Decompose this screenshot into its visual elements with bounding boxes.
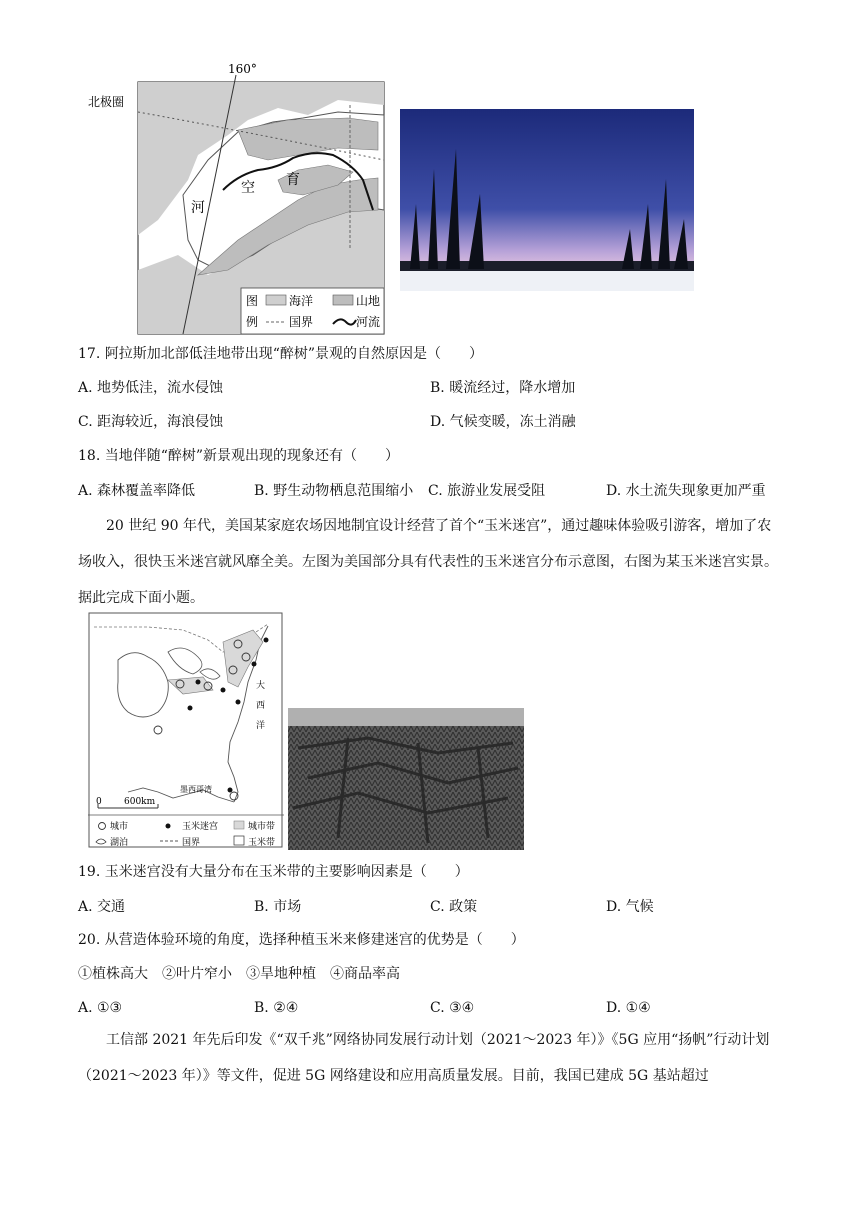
gulf-label: 墨西哥湾 <box>180 785 212 794</box>
legend-river: 河流 <box>356 315 381 329</box>
q18-option-c[interactable]: C. 旅游业发展受阻 <box>428 483 546 499</box>
alaska-map <box>88 60 398 336</box>
scale-zero: 0 <box>96 797 102 807</box>
q18-stem: 18. 当地伴随“醉树”新景观出现的现象还有（ ） <box>78 448 400 464</box>
legend-city: 城市 <box>110 822 129 832</box>
legend-mountain: 山地 <box>356 294 381 308</box>
map-label-kong: 空 <box>241 180 255 196</box>
legend-citybelt: 城市带 <box>248 822 276 832</box>
legend-title-2: 例 <box>246 315 259 329</box>
q18-option-d[interactable]: D. 水土流失现象更加严重 <box>606 483 766 499</box>
q17-option-c[interactable]: C. 距海较近，海浪侵蚀 <box>78 414 224 430</box>
atlantic-label-2: 西 <box>256 701 266 711</box>
map-label-river: 河 <box>191 200 205 216</box>
corn-maze-photo <box>288 708 524 850</box>
q20-option-a[interactable]: A. ①③ <box>78 1000 123 1016</box>
q17-option-a[interactable]: A. 地势低洼，流水侵蚀 <box>78 380 224 396</box>
legend-ocean: 海洋 <box>289 294 314 308</box>
q19-stem: 19. 玉米迷宫没有大量分布在玉米带的主要影响因素是（ ） <box>78 864 469 880</box>
q17-stem: 17. 阿拉斯加北部低洼地带出现“醉树”景观的自然原因是（ ） <box>78 346 484 362</box>
q17-option-d[interactable]: D. 气候变暖，冻土消融 <box>430 414 576 430</box>
corn-maze-map <box>88 612 284 850</box>
legend-border: 国界 <box>289 315 314 329</box>
arctic-circle-label: 北极圈 <box>88 95 125 109</box>
passage-5g: 工信部 2021 年先后印发《“双千兆”网络协同发展行动计划（2021～2023 年）》《5G 应用“扬帆”行动计划（2021～2023 年）》等文件，促进 5G 网络建设和应用高质量发展。目前，我国已建成 5G 基站超过 <box>78 1032 770 1084</box>
q18-option-b[interactable]: B. 野生动物栖息范围缩小 <box>254 483 414 499</box>
legend-border-2: 国界 <box>182 838 201 848</box>
meridian-label: 160° <box>228 62 257 76</box>
q20-stem: 20. 从营造体验环境的角度，选择种植玉米来修建迷宫的优势是（ ） <box>78 932 525 948</box>
q19-option-b[interactable]: B. 市场 <box>254 899 302 915</box>
q20-option-c[interactable]: C. ③④ <box>430 1000 475 1016</box>
atlantic-label-1: 大 <box>256 681 266 691</box>
drunken-trees-photo <box>400 109 694 291</box>
legend-title-1: 图 <box>246 294 259 308</box>
legend-lake: 湖泊 <box>110 838 129 848</box>
legend-maze: 玉米迷宫 <box>182 822 219 832</box>
q19-option-a[interactable]: A. 交通 <box>78 899 126 915</box>
passage-corn-maze: 20 世纪 90 年代，美国某家庭农场因地制宜设计经营了首个“玉米迷宫”，通过趣味体验吸引游客，增加了农场收入，很快玉米迷宫就风靡全美。左图为美国部分具有代表性的玉米迷宫分布示意图，右图为某玉米迷宫实景。据此完成下面小题。 <box>78 518 778 606</box>
q20-options-line: ①植株高大 ②叶片窄小 ③旱地种植 ④商品率高 <box>78 966 400 982</box>
q20-option-d[interactable]: D. ①④ <box>606 1000 651 1016</box>
scale-600km: 600km <box>124 797 156 807</box>
q20-option-b[interactable]: B. ②④ <box>254 1000 299 1016</box>
q18-option-a[interactable]: A. 森林覆盖率降低 <box>78 483 196 499</box>
q19-option-c[interactable]: C. 政策 <box>430 899 478 915</box>
q17-option-b[interactable]: B. 暖流经过，降水增加 <box>430 380 576 396</box>
q19-option-d[interactable]: D. 气候 <box>606 899 654 915</box>
map-label-yu: 育 <box>286 172 300 188</box>
atlantic-label-3: 洋 <box>256 721 266 731</box>
legend-cornbelt: 玉米带 <box>248 838 276 848</box>
